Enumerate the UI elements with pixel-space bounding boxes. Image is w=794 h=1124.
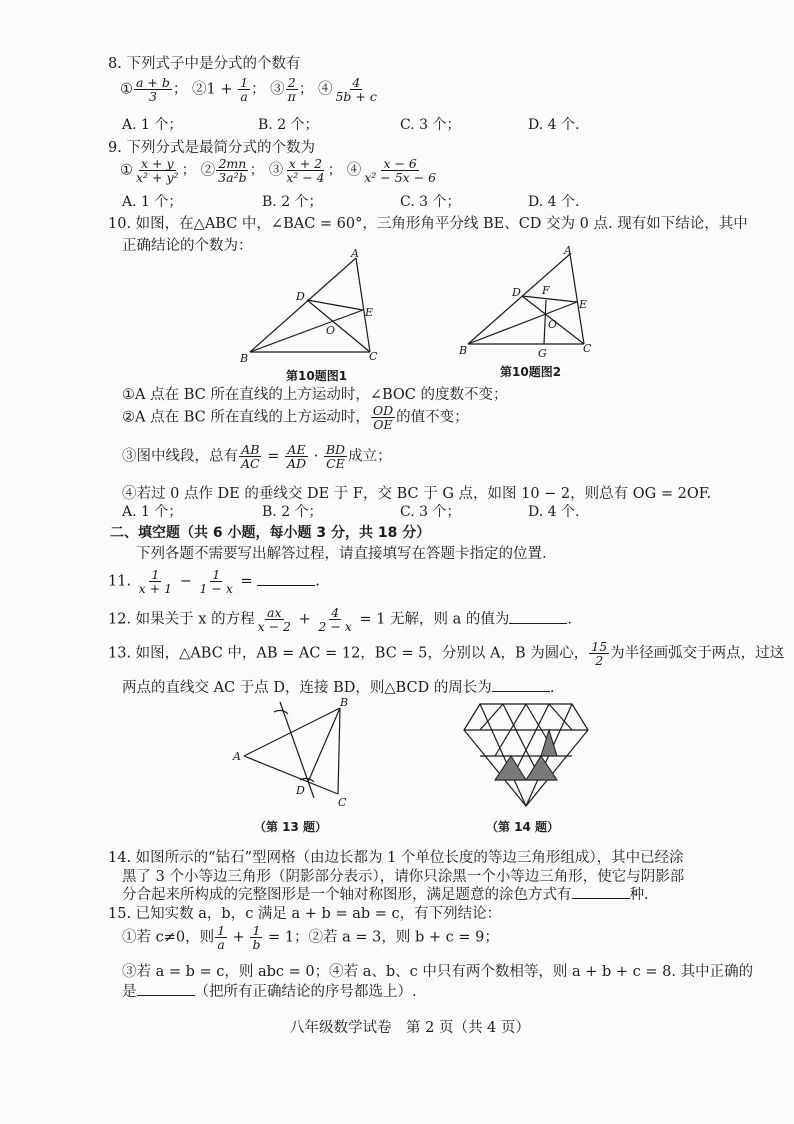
q14-line3: 分合起来所构成的完整图形是一个轴对称图形，满足题意的涂色方式有 种. [122, 887, 649, 903]
section-2-instructions: 下列各题不需要写出解答过程，请直接填写在答题卡指定的位置. [136, 546, 547, 562]
q13-figure [230, 694, 360, 814]
section-2-title: 二、填空题（共 6 小题，每小题 3 分，共 18 分） [110, 525, 431, 541]
q14-answer-blank [572, 886, 630, 899]
segment-ab-13 [244, 708, 340, 756]
label-g-2: G [538, 347, 547, 360]
q9-option-a: A. 1 个； [122, 194, 183, 210]
q14-line1: 14. 如图所示的“钻石”型网格（由边长都为 1 个单位长度的等边三角形组成），其中已经涂 [108, 850, 684, 866]
q14-diamond-grid [462, 702, 590, 808]
q15-line4: 是 （把所有正确结论的序号都选上）. [122, 984, 417, 1000]
q8-stem: 8. 下列式子中是分式的个数有 [108, 56, 301, 72]
label-b: B [240, 352, 249, 365]
q10-option-b: B. 2 个； [262, 504, 323, 520]
q8-option-b: B. 2 个； [258, 117, 319, 133]
label-a: A [351, 248, 359, 260]
q15-line3: ③若 a = b = c，则 abc = 0；④若 a、b、c 中只有两个数相等，则 a + b + c = 8. 其中正确的 [122, 964, 754, 980]
label-b-13: B [340, 696, 349, 709]
segment-ac-13 [244, 756, 338, 794]
perpendicular-fg [544, 300, 546, 344]
q8-option-c: C. 3 个； [400, 117, 461, 133]
q10-option-c: C. 3 个； [400, 504, 461, 520]
label-e-2: E [579, 298, 588, 311]
label-b-2: B [459, 344, 468, 357]
q8-choices: ① $\frac{a + b}{3}$ ； ②1 + $\frac{1}{a}$ ； ③ $\frac{2}{\pi}$ ； ④ $\frac{4}{5b + c}$ [120, 75, 377, 105]
label-d: D [296, 290, 305, 303]
q12: 12. 如果关于 x 的方程 $\frac{ax}{x - 2}$ + $\frac{4}{2 - x}$ = 1 无解，则 a 的值为 . [108, 605, 573, 635]
q15-line2: ①若 c≠0，则 $\frac{1}{a}$ + $\frac{1}{b}$ = 1；②若 a = 3，则 b + c = 9； [122, 923, 499, 953]
label-e: E [365, 306, 374, 319]
q8-option-d: D. 4 个. [528, 117, 580, 133]
grid-diag-l5 [549, 704, 572, 730]
bisector-be [250, 310, 363, 352]
label-d-13: D [296, 784, 305, 797]
q8-option-a: A. 1 个； [122, 117, 183, 133]
q10-statement-1: ①A 点在 BC 所在直线的上方运动时，∠BOC 的度数不变； [122, 387, 508, 403]
q10-line1: 10. 如图，在△ABC 中，∠BAC = 60°，三角形角平分线 BE、CD 交为 0 点. 现有如下结论，其中 [108, 216, 748, 232]
label-c-13: C [338, 796, 347, 809]
q11: 11. $\frac{1}{x + 1}$ − $\frac{1}{1 - x}$ = . [108, 567, 320, 597]
q15-line1: 15. 已知实数 a，b，c 满足 a + b = ab = c，有下列结论： [108, 906, 502, 922]
page-footer: 八年级数学试卷 第 2 页（共 4 页） [290, 1020, 530, 1036]
segment-ba [250, 258, 356, 352]
q14-line2: 黑了 3 个小等边三角形（阴影部分表示），请你只涂黑一个小等边三角形，使它与阴影部 [122, 869, 685, 885]
grid-diag-r4 [480, 704, 503, 730]
q9-option-b: B. 2 个； [262, 194, 323, 210]
q15-answer-blank [137, 983, 195, 996]
q10-option-d: D. 4 个. [528, 504, 580, 520]
q9-stem: 9. 下列分式是最简分式的个数为 [108, 140, 315, 156]
segment-de [307, 300, 363, 310]
label-o-2: O [548, 318, 558, 331]
bisector-cd [307, 300, 370, 352]
q10-statement-4: ④若过 0 点作 DE 的垂线交 DE 于 F，交 BC 于 G 点，如图 10 − 2，则总有 OG = 2OF. [122, 486, 712, 502]
q10-statement-2: ②A 点在 BC 所在直线的上方运动时， $\frac{OD}{OE}$ 的值不变； [122, 403, 469, 433]
label-a-13: A [233, 750, 241, 763]
q13-figure-caption: （第 13 题） [254, 820, 328, 834]
q10-figure-2-caption: 第10题图2 [500, 365, 562, 379]
q13-answer-blank [492, 679, 550, 692]
q9-option-d: D. 4 个. [528, 194, 580, 210]
q10-option-a: A. 1 个； [122, 504, 183, 520]
q13-line1: 13. 如图，△ABC 中，AB = AC = 12，BC = 5，分别以 A，B 为圆心， $\frac{15}{2}$ 为半径画弧交于两点，过这 [108, 639, 785, 669]
q14-figure-caption: （第 14 题） [486, 820, 560, 834]
label-o: O [326, 324, 336, 337]
q9-choices: ① $\frac{x + y}{\text{x² + y²}}$ ； ② $\frac{2mn}{\text{3a²b}}$ ； ③ $\frac{x + 2}{\text{x² − 4}}$ ； ④ $\frac{x - 6}{\text{x² − 5x − 6}}$ [120, 156, 437, 186]
label-c-2: C [583, 342, 592, 355]
q10-figure-1-caption: 第10题图1 [286, 369, 348, 383]
grid-diag-l1 [480, 704, 526, 806]
q12-answer-blank [509, 611, 567, 624]
label-f-2: F [542, 284, 550, 297]
segment-ac [356, 258, 370, 352]
bisector-be-2 [468, 302, 577, 344]
diamond-outline [464, 704, 588, 806]
q13-line2: 两点的直线交 AC 于点 D，连接 BD，则△BCD 的周长为 . [122, 680, 555, 696]
label-a-2: A [564, 244, 572, 257]
arc-mark-top [274, 710, 288, 714]
label-c: C [369, 350, 378, 363]
q10-figure-2 [456, 244, 606, 368]
q9-option-c: C. 3 个； [400, 194, 461, 210]
q10-statement-3: ③图中线段，总有 $\frac{AB}{AC}$ = $\frac{AE}{AD}$ · $\frac{BD}{CE}$ 成立； [122, 442, 392, 472]
segment-bc-13 [338, 708, 340, 794]
q10-figure-1 [236, 248, 396, 370]
q10-line2: 正确结论的个数为： [122, 238, 253, 254]
segment-bd-13 [308, 708, 340, 782]
q11-answer-blank [257, 573, 315, 586]
label-d-2: D [512, 286, 521, 299]
